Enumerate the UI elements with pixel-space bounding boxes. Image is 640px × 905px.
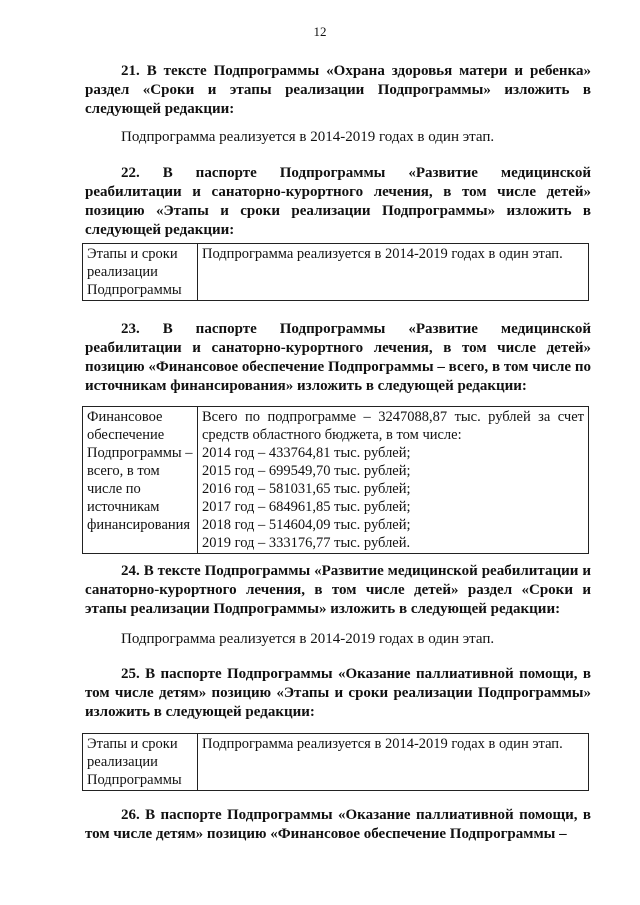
- section-21-heading: 21. В тексте Подпрограммы «Охрана здоровья матери и ребенка» раздел «Сроки и этапы реализации Подпрограммы» изложить в следующей редакции:: [85, 63, 591, 117]
- section-23-heading: 23. В паспорте Подпрограммы «Развитие медицинской реабилитации и санаторно-курортного лечения, в том числе детей» позицию «Финансовое обеспечение Подпрограммы – всего, в том числе по источникам финансирования» изложить в следующей редакции:: [85, 321, 591, 394]
- section-21-text: Подпрограмма реализуется в 2014-2019 годах в один этап.: [121, 129, 495, 145]
- section-22-table: [82, 243, 589, 301]
- row-value: Подпрограмма реализуется в 2014-2019 годах в один этап.: [198, 244, 589, 301]
- funding-year-2018: 2018 год – 514604,09 тыс. рублей;: [202, 517, 411, 533]
- funding-year-2019: 2019 год – 333176,77 тыс. рублей.: [202, 535, 411, 551]
- table-row: [83, 734, 589, 791]
- page-number: 12: [313, 24, 327, 39]
- row-label: Этапы и сроки реализации Подпрограммы: [83, 244, 198, 301]
- funding-year-2017: 2017 год – 684961,85 тыс. рублей;: [202, 499, 411, 515]
- section-25-heading: 25. В паспорте Подпрограммы «Оказание паллиативной помощи, в том числе детям» позицию «Этапы и сроки реализации Подпрограммы» изложить в следующей редакции:: [85, 666, 591, 720]
- row-value: Подпрограмма реализуется в 2014-2019 годах в один этап.: [198, 734, 589, 791]
- section-23-table: [82, 406, 589, 554]
- funding-year-2016: 2016 год – 581031,65 тыс. рублей;: [202, 481, 411, 497]
- section-24-heading: 24. В тексте Подпрограммы «Развитие медицинской реабилитации и санаторно-курортного лечения, в том числе детей» раздел «Сроки и этапы реализации Подпрограммы» изложить в следующей редакции:: [85, 563, 591, 617]
- table-row: [83, 407, 589, 554]
- section-26-heading: 26. В паспорте Подпрограммы «Оказание паллиативной помощи, в том числе детям» позицию «Финансовое обеспечение Подпрограммы –: [85, 807, 591, 842]
- section-25-table: [82, 733, 589, 791]
- funding-year-2014: 2014 год – 433764,81 тыс. рублей;: [202, 445, 411, 461]
- funding-year-2015: 2015 год – 699549,70 тыс. рублей;: [202, 463, 411, 479]
- row-value: [198, 407, 589, 554]
- section-22-heading: 22. В паспорте Подпрограммы «Развитие медицинской реабилитации и санаторно-курортного лечения, в том числе детей» позицию «Этапы и сроки реализации Подпрограммы» изложить в следующей редакции:: [85, 165, 591, 238]
- section-24-text: Подпрограмма реализуется в 2014-2019 годах в один этап.: [121, 631, 495, 647]
- funding-total: Всего по подпрограмме – 3247088,87 тыс. рублей за счет средств областного бюджета, в том числе:: [202, 409, 584, 443]
- row-label: Финансовое обеспечение Подпрограммы – всего, в том числе по источникам финансирования: [83, 407, 198, 554]
- table-row: [83, 244, 589, 301]
- row-label: Этапы и сроки реализации Подпрограммы: [83, 734, 198, 791]
